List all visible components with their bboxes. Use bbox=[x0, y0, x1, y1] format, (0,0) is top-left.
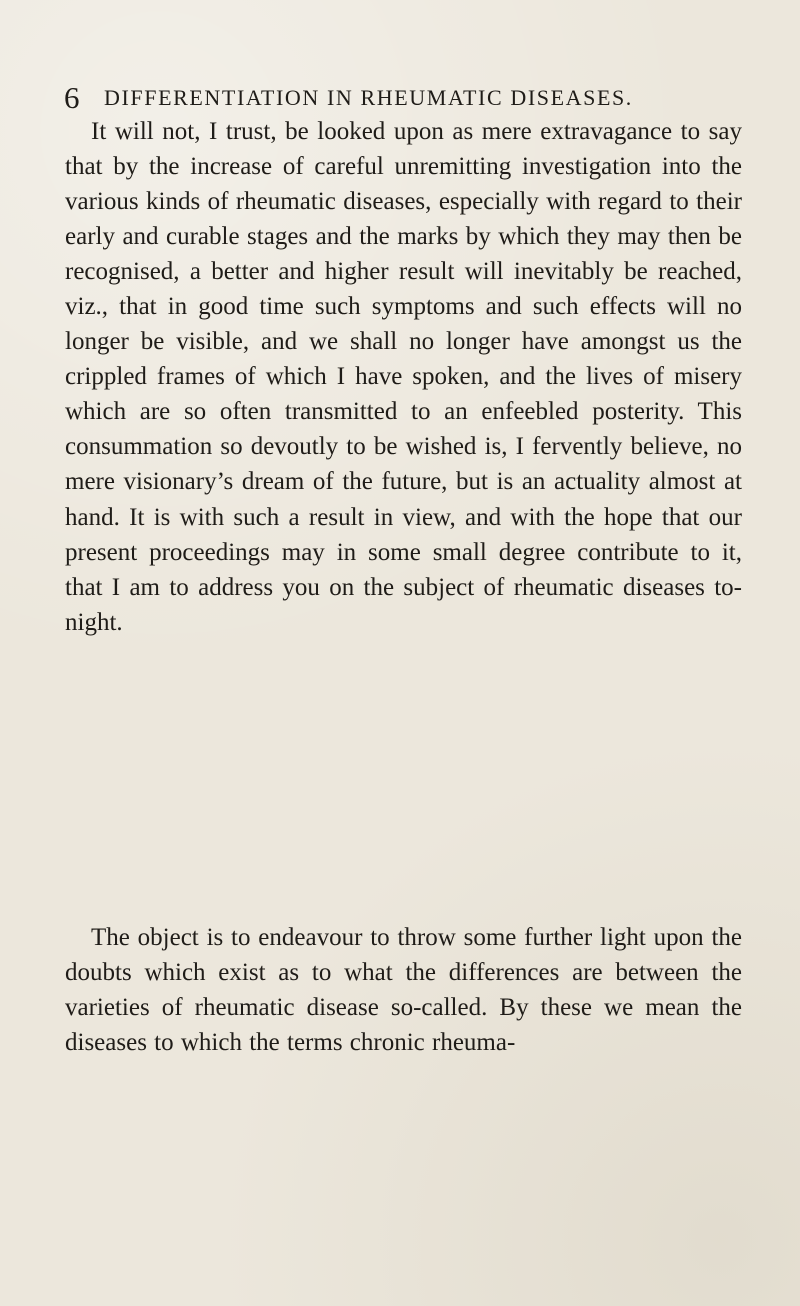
running-head bbox=[64, 78, 740, 118]
paragraph-1-block bbox=[65, 114, 742, 640]
paragraph-1: It will not, I trust, be looked upon as mere extravagance to say that by the increase of careful unremitting investigation into the various kinds of rheumatic diseases, especially with regard to their early and curable stages and the marks by which they may then be recognised, a better and higher result will inevitably be reached, viz., that in good time such symptoms and such effects will no longer be visible, and we shall no longer have amongst us the crippled frames of which I have spoken, and the lives of misery which are so often transmitted to an enfeebled posterity. This consummation so devoutly to be wished is, I fervently believe, no mere visionary’s dream of the future, but is an actuality almost at hand. It is with such a result in view, and with the hope that our present proceedings may in some small degree contribute to it, that I am to address you on the subject of rheumatic diseases to-night. bbox=[65, 118, 742, 636]
running-title: DIFFERENTIATION IN RHEUMATIC DISEASES. bbox=[104, 85, 633, 110]
page-number: 6 bbox=[64, 80, 80, 115]
paragraph-2: The object is to endeavour to throw some further light upon the doubts which exist as to what the differences are between the varieties of rheumatic disease so-called. By these we mean the diseases to which the terms chronic rheuma- bbox=[65, 924, 742, 1057]
paragraph-2-block bbox=[65, 920, 742, 1060]
